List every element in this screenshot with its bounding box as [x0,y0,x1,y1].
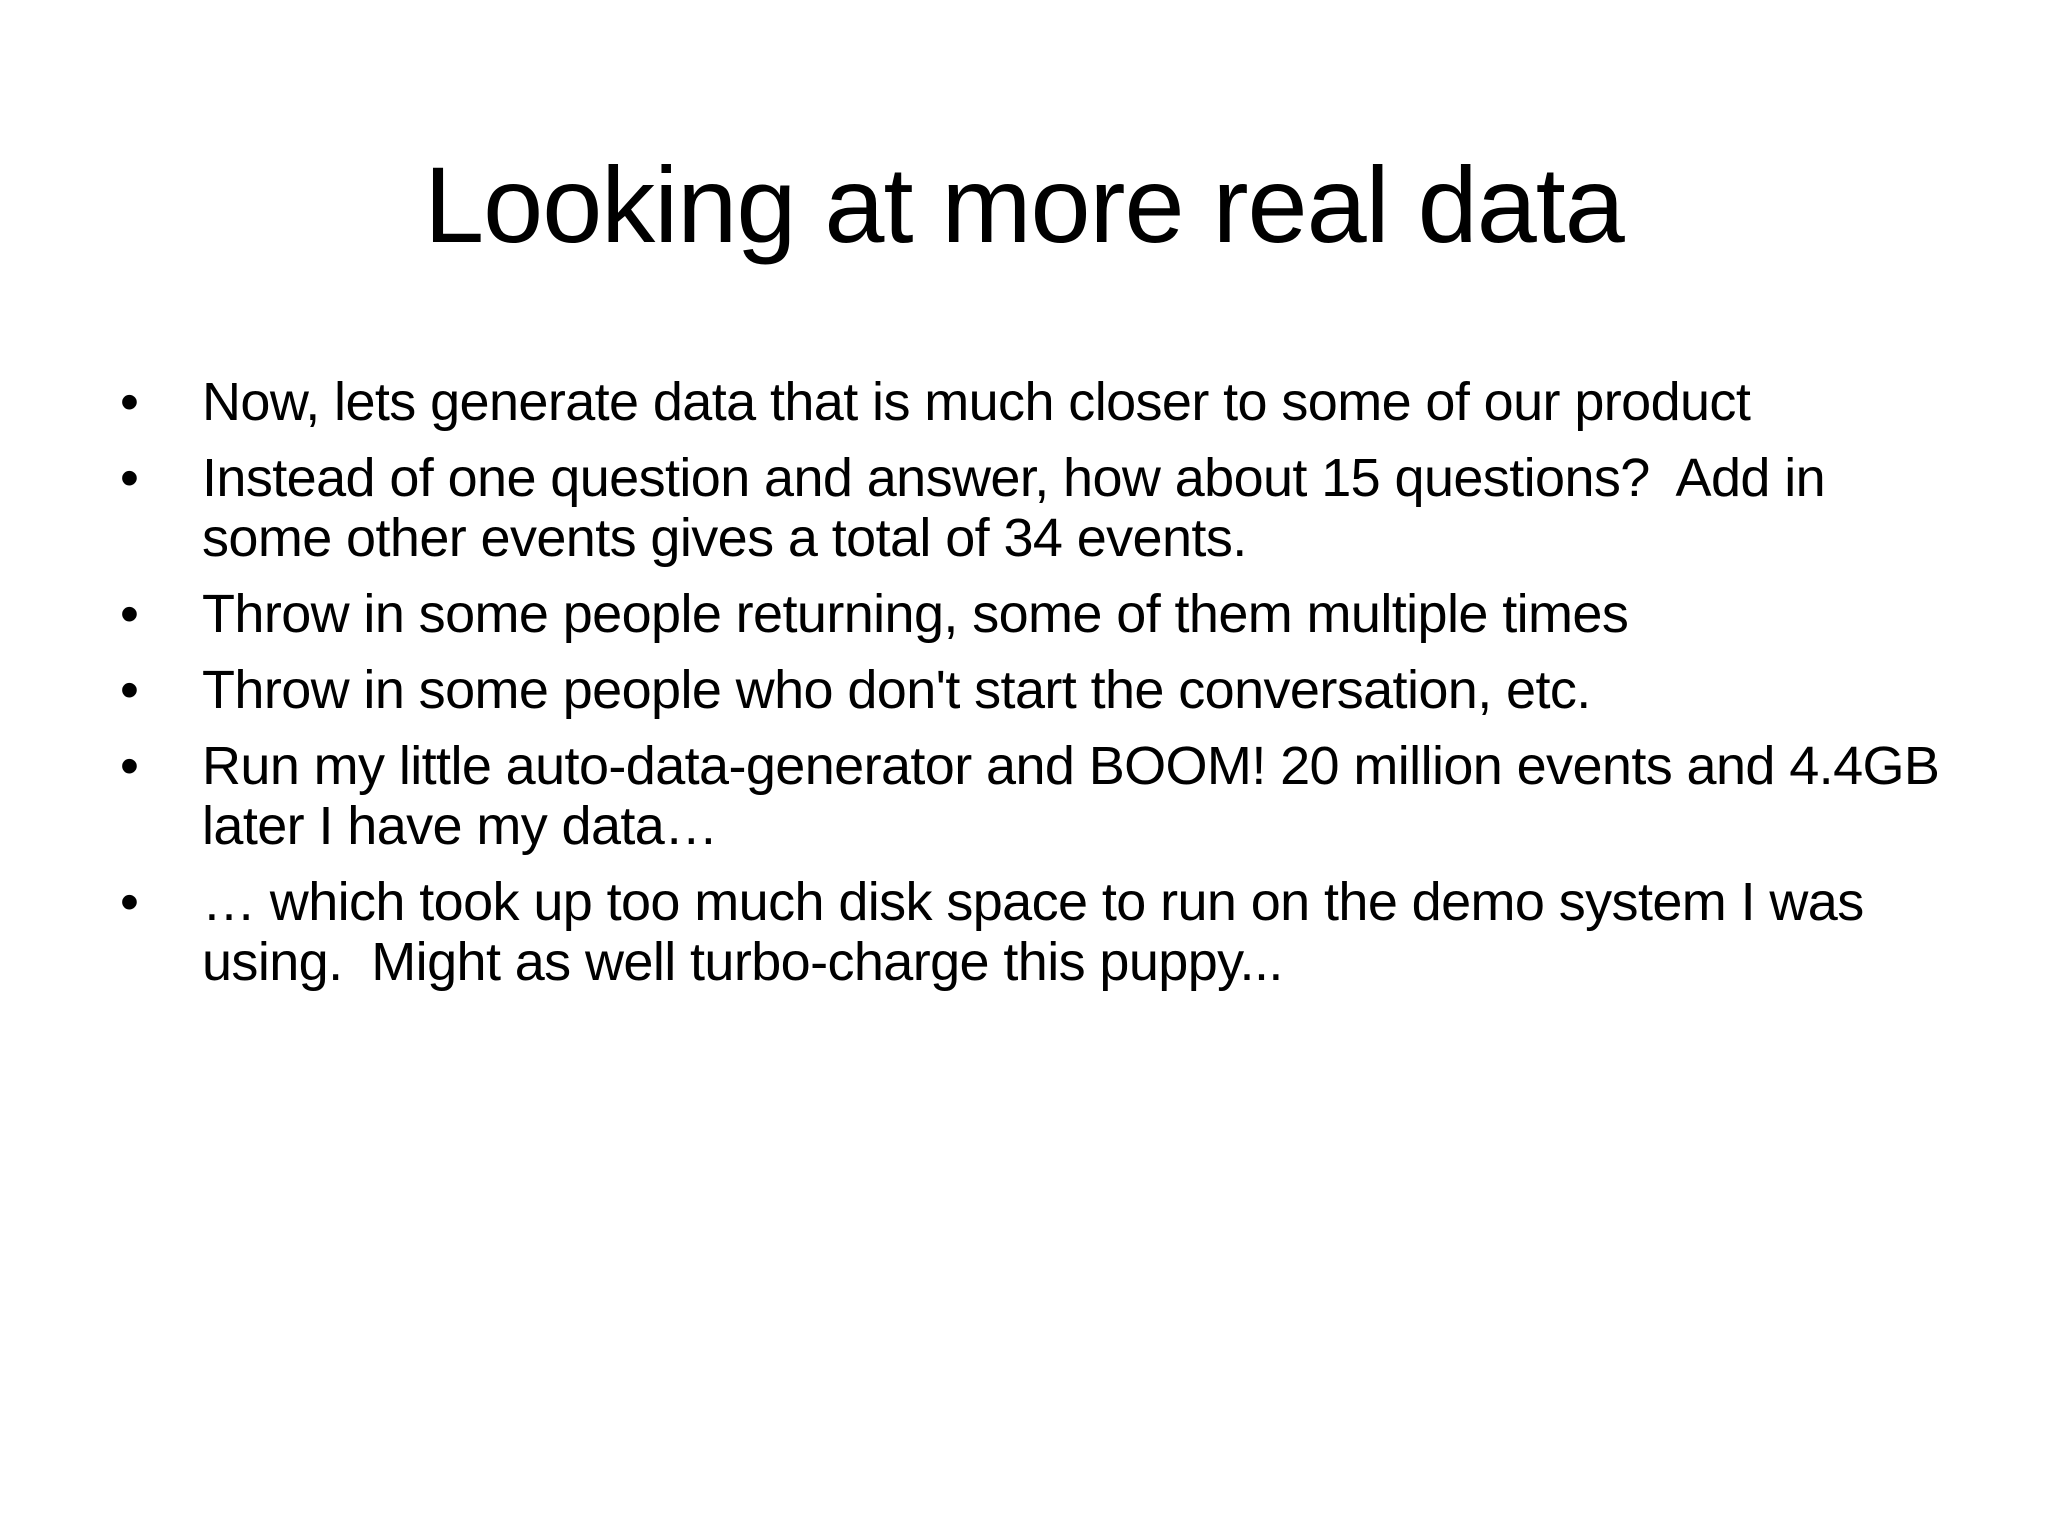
bullet-dot-icon: • [120,736,139,796]
bullet-text: Throw in some people returning, some of them multiple times [202,584,1629,644]
bullet-item [120,660,1960,720]
bullet-text: Now, lets generate data that is much closer to some of our product [202,372,1751,432]
slide-title: Looking at more real data [424,144,1624,265]
bullet-item [120,736,1960,856]
bullet-text: … which took up too much disk space to run on the demo system I was using. Might as well turbo-charge this puppy... [202,872,1879,992]
bullet-list [120,372,1960,1008]
bullet-dot-icon: • [120,448,139,508]
bullet-item [120,584,1960,644]
bullet-dot-icon: • [120,872,139,932]
bullet-item [120,372,1960,432]
bullet-item [120,872,1960,992]
bullet-item [120,448,1960,568]
bullet-text: Throw in some people who don't start the conversation, etc. [202,660,1591,720]
bullet-dot-icon: • [120,372,139,432]
bullet-text: Instead of one question and answer, how about 15 questions? Add in some other events gives a total of 34 events. [202,448,1840,568]
bullet-dot-icon: • [120,660,139,720]
bullet-dot-icon: • [120,584,139,644]
bullet-text: Run my little auto-data-generator and BOOM! 20 million events and 4.4GB later I have my data… [202,736,1954,856]
